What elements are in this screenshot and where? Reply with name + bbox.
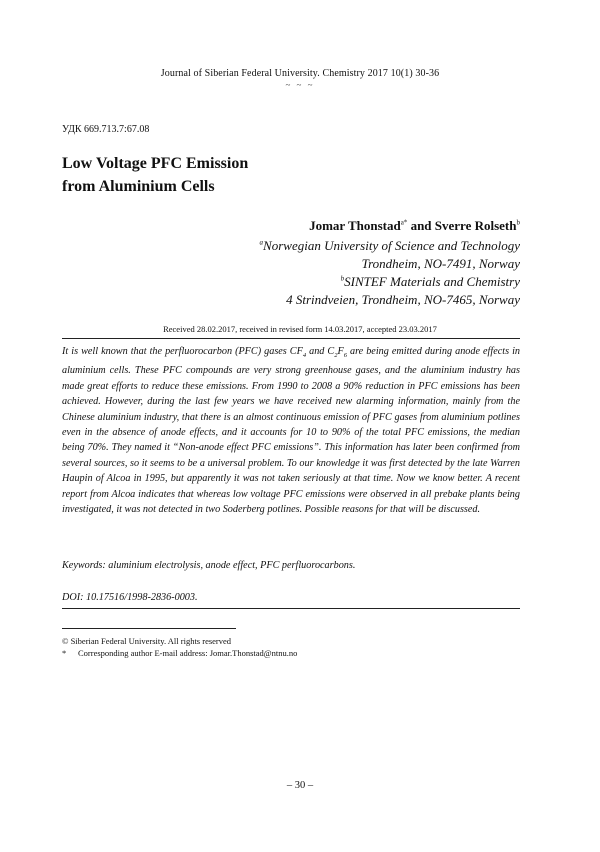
abstract-sub-2: 2 bbox=[334, 352, 338, 360]
footnote-star: * bbox=[62, 648, 67, 658]
authors bbox=[309, 218, 520, 234]
author-1: Jomar Thonstad bbox=[309, 218, 401, 233]
affiliation-a-line-2: Trondheim, NO-7491, Norway bbox=[361, 256, 520, 271]
corresponding-author-text: Corresponding author E-mail address: Jomar.Thonstad@ntnu.no bbox=[78, 648, 298, 658]
affiliation-b-sup: b bbox=[340, 274, 345, 283]
header-ornament: ~ ~ ~ bbox=[285, 80, 315, 90]
article-title bbox=[62, 152, 248, 198]
footnote-rule bbox=[62, 628, 236, 629]
page-number: – 30 – bbox=[286, 780, 314, 791]
abstract bbox=[62, 344, 520, 518]
keywords: Keywords: aluminium electrolysis, anode effect, PFC perfluorocarbons. bbox=[62, 560, 356, 571]
affiliation-b-line-2: 4 Strindveien, Trondheim, NO-7465, Norway bbox=[286, 292, 520, 307]
abstract-sub-3: 6 bbox=[343, 352, 347, 360]
affiliation-b-name: SINTEF Materials and Chemistry bbox=[344, 274, 520, 289]
title-line-2: from Aluminium Cells bbox=[62, 178, 215, 195]
author-2: Sverre Rolseth bbox=[434, 218, 517, 233]
copyright-notice bbox=[62, 636, 231, 646]
abstract-text-1: It is well known that the perfluorocarbon (PFC) gases CF bbox=[62, 346, 303, 357]
affiliation-a-sup: a bbox=[259, 238, 264, 247]
affiliation-a-line-1 bbox=[260, 238, 520, 254]
authors-and: and bbox=[407, 218, 435, 233]
abstract-text-2: and C bbox=[306, 346, 335, 357]
abstract-sub-1: 4 bbox=[302, 352, 307, 360]
doi: DOI: 10.17516/1998-2836-0003. bbox=[62, 592, 198, 603]
journal-header: Journal of Siberian Federal University. Chemistry 2017 10(1) 30-36 bbox=[160, 68, 440, 79]
author-2-sup: b bbox=[516, 218, 520, 227]
received-dates: Received 28.02.2017, received in revised form 14.03.2017, accepted 23.03.2017 bbox=[163, 324, 437, 334]
udk-code: УДК 669.713.7:67.08 bbox=[62, 124, 150, 135]
abstract-text-3: F bbox=[337, 346, 344, 357]
affiliation-a-name: Norwegian University of Science and Technology bbox=[263, 238, 520, 253]
abstract-text-4: are being emitted during anode effects in aluminium cells. These PFC compounds are very strong greenhouse gases, and the aluminium industry has made great efforts to reduce these emissions. From 1990 to 2008 a 90% reduction in PFC emissions has been achieved. However, during the last few years we have received new alarming information, mainly from the Chinese aluminium industry, that there is an almost continuous emission of PFC gases from aluminium potlines even in the absence of anode effects, and it accounts for 10 to 90% of the total PFC emissions, the median being 70%. They named it “Non-anode effect PFC emissions”. This information has later been confirmed from several sources, so it seems to be a universal problem. To our knowledge it was first detected by the late Warren Haupin of Alcoa in 1995, but apparently it was not taken seriously at that time. Now we know better. A recent report from Alcoa indicates that whereas low voltage PFC emissions were observed in all prebake plants being investigated, it was not detected in two Soderberg potlines. Possible reasons for that will be discussed. bbox=[62, 346, 520, 516]
abstract-bottom-rule bbox=[62, 608, 520, 609]
title-line-1: Low Voltage PFC Emission bbox=[62, 155, 249, 172]
author-1-sup: a* bbox=[400, 218, 408, 227]
corresponding-author bbox=[62, 648, 297, 658]
affiliation-b-line-1 bbox=[341, 274, 520, 290]
copyright-text: © Siberian Federal University. All rights reserved bbox=[62, 636, 232, 646]
abstract-top-rule bbox=[62, 338, 520, 339]
